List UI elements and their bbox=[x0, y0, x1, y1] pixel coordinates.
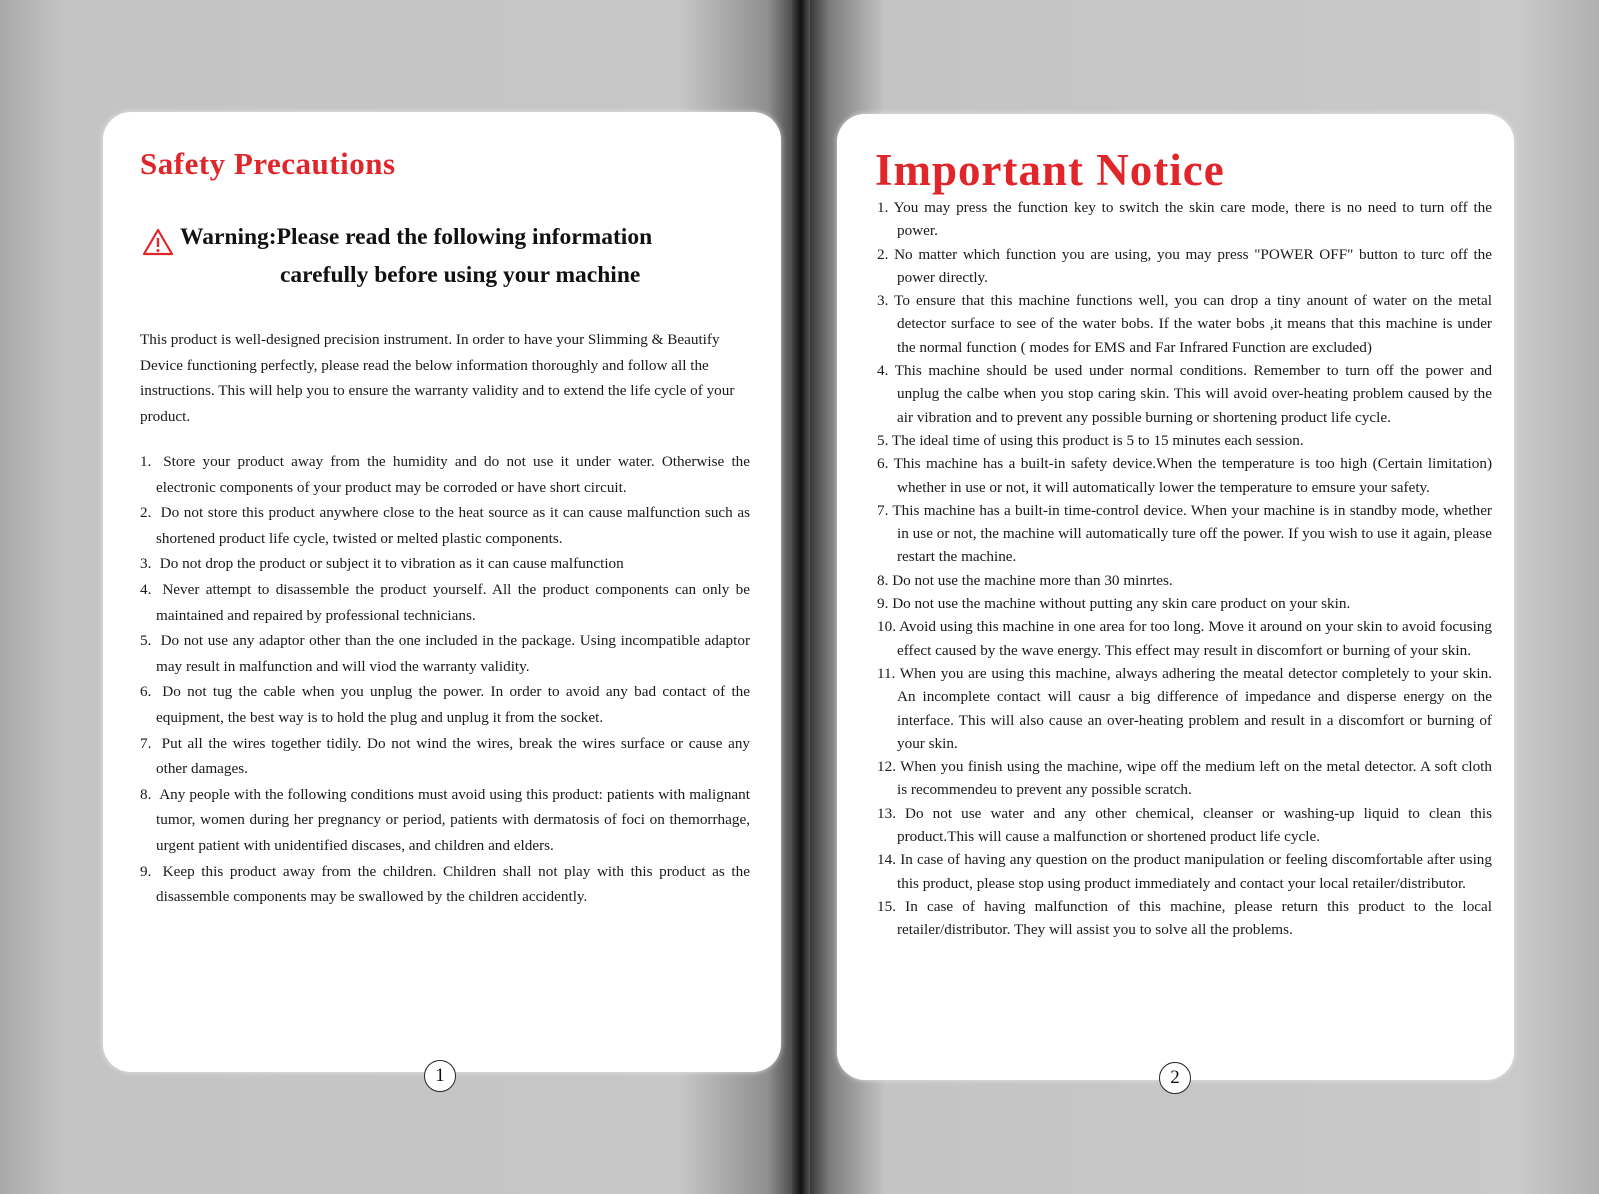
safety-item-text: Do not tug the cable when you unplug the power. In order to avoid any bad contact of the equipment, the best way is to hold the plug and unplug it from the socket. bbox=[156, 683, 750, 726]
notice-item-number: 3. bbox=[877, 292, 889, 310]
notice-item-text: Do not use water and any other chemical, cleanser or washing-up liquid to clean this product.This will cause a malfunction or shortened product life cycle. bbox=[897, 804, 1492, 846]
safety-item-text: Do not store this product anywhere close to the heat source as it can cause malfunction such as shortened product life cycle, twisted or melted plastic components. bbox=[156, 504, 750, 547]
notice-item-text: In case of having any question on the product manipulation or feeling discomfortable after using this product, please stop using product immediately and contact your local retailer/distributor. bbox=[897, 851, 1492, 892]
notice-item-text: This machine has a built-in time-control device. When your machine is in standby mode, whether in use or not, the machine will automatically ture off the power. If you wish to use it again, please restart the machine. bbox=[892, 501, 1492, 566]
notice-item-number: 8. bbox=[877, 571, 889, 589]
notice-item-text: This machine has a built-in safety device.When the temperature is too high (Certain limitation) whether in use or not, it will automatically lower the temperature to emsure your safety. bbox=[893, 455, 1492, 496]
safety-item-text: Never attempt to disassemble the product yourself. All the product components can only be maintained and repaired by professional technicians. bbox=[156, 580, 750, 624]
safety-item bbox=[140, 679, 750, 730]
safety-item bbox=[140, 859, 750, 910]
book-gutter bbox=[792, 0, 810, 1194]
notice-item-text: Do not use the machine more than 30 minrtes. bbox=[892, 571, 1173, 589]
safety-item-text: Do not drop the product or subject it to vibration as it can cause malfunction bbox=[159, 555, 624, 573]
page-number-1: 1 bbox=[424, 1060, 456, 1092]
notice-item-number: 4. bbox=[877, 362, 889, 380]
safety-item-text: Any people with the following conditions must avoid using this product: patients with malignant tumor, women during her pregnancy or period, patients with dermatosis of foci on themorrhage, urgent patient with unidentified discases, and children and elders. bbox=[156, 785, 750, 854]
notice-item bbox=[877, 895, 1492, 942]
safety-item bbox=[140, 500, 750, 551]
notice-list bbox=[877, 196, 1492, 942]
important-notice-title: Important Notice bbox=[875, 145, 1225, 195]
notice-item-number: 1. bbox=[877, 199, 889, 216]
notice-item bbox=[877, 452, 1492, 499]
safety-item-number: 3. bbox=[140, 555, 152, 573]
notice-item-text: No matter which function you are using, you may press "POWER OFF" button to turc off the power directly. bbox=[894, 245, 1493, 286]
notice-item bbox=[877, 848, 1492, 895]
notice-item bbox=[877, 196, 1492, 243]
notice-item-number: 6. bbox=[877, 455, 889, 473]
safety-item-number: 6. bbox=[140, 683, 152, 701]
safety-item-number: 1. bbox=[140, 453, 152, 470]
notice-item-number: 15. bbox=[877, 897, 896, 915]
notice-item-number: 14. bbox=[877, 851, 896, 869]
notice-item bbox=[877, 662, 1492, 755]
safety-item-number: 2. bbox=[140, 504, 152, 522]
page-number-2: 2 bbox=[1159, 1062, 1191, 1094]
notice-item bbox=[877, 802, 1492, 849]
notice-item bbox=[877, 243, 1492, 290]
safety-item-text: Store your product away from the humidity and do not use it under water. Otherwise the electronic components of your product may be corroded or have short circuit. bbox=[156, 453, 751, 496]
notice-item-text: In case of having malfunction of this machine, please return this product to the local retailer/distributor. They will assist you to solve all the problems. bbox=[897, 897, 1493, 939]
notice-item bbox=[877, 429, 1492, 452]
notice-item-text: When you are using this machine, always adhering the meatal detector completely to your skin. An incomplete contact will causr a big difference of impedance and disperse energy on the interface. This will also cause an over-heating problem and result in a discomfort or burning of your skin. bbox=[897, 664, 1492, 752]
notice-item-text: Avoid using this machine in one area for too long. Move it around on your skin to avoid focusing effect caused by the wave energy. This effect may result in discomfort or burning of your skin. bbox=[897, 618, 1492, 659]
notice-item-number: 11. bbox=[877, 664, 896, 682]
safety-item bbox=[140, 449, 750, 500]
safety-item-number: 9. bbox=[140, 862, 152, 880]
notice-item-number: 12. bbox=[877, 758, 896, 776]
notice-item-number: 10. bbox=[877, 618, 896, 636]
notice-item-number: 13. bbox=[877, 804, 896, 822]
notice-item-number: 5. bbox=[877, 431, 889, 449]
safety-item-text: Put all the wires together tidily. Do not wind the wires, break the wires surface or cause any other damages. bbox=[156, 734, 751, 778]
safety-item-number: 7. bbox=[140, 734, 152, 752]
notice-item-text: This machine should be used under normal conditions. Remember to turn off the power and unplug the calbe when you stop caring skin. This will avoid over-heating problem caused by the air vibration and to prevent any possible burning or shortening product life cycle. bbox=[894, 362, 1493, 426]
notice-item bbox=[877, 359, 1492, 429]
safety-item bbox=[140, 782, 750, 859]
notice-item-text: You may press the function key to switch the skin care mode, there is no need to turn off the power. bbox=[893, 199, 1493, 240]
safety-item-number: 8. bbox=[140, 785, 152, 803]
notice-item-text: When you finish using the machine, wipe off the medium left on the metal detector. A soft cloth is recommendeu to prevent any possible scratch. bbox=[897, 758, 1492, 799]
safety-item bbox=[140, 551, 750, 577]
intro-paragraph: This product is well-designed precision instrument. In order to have your Slimming & Beautify Device functioning perfectly, please read the below information thoroughly and follow all the instructions. This will help you to ensure the warranty validity and to extend the life cycle of your product. bbox=[140, 331, 735, 425]
safety-item bbox=[140, 628, 750, 679]
safety-item-number: 5. bbox=[140, 632, 152, 650]
notice-item-number: 2. bbox=[877, 245, 889, 263]
notice-item bbox=[877, 569, 1492, 592]
warning-line-2: carefully before using your machine bbox=[280, 262, 641, 288]
safety-precautions-title: Safety Precautions bbox=[140, 146, 396, 181]
notice-item bbox=[877, 592, 1492, 615]
notice-item bbox=[877, 615, 1492, 662]
safety-item-number: 4. bbox=[140, 580, 152, 598]
safety-list bbox=[140, 449, 750, 910]
notice-item-number: 7. bbox=[877, 501, 889, 519]
safety-item-text: Do not use any adaptor other than the one included in the package. Using incompatible adaptor may result in malfunction and will viod the warranty validity. bbox=[156, 632, 751, 675]
notice-item bbox=[877, 289, 1492, 359]
safety-item bbox=[140, 731, 750, 782]
safety-item bbox=[140, 577, 750, 628]
notice-item-text: The ideal time of using this product is 5 to 15 minutes each session. bbox=[891, 431, 1304, 449]
notice-item bbox=[877, 755, 1492, 802]
notice-item bbox=[877, 499, 1492, 569]
notice-item-number: 9. bbox=[877, 595, 889, 613]
warning-line-1: Warning:Please read the following information bbox=[180, 224, 653, 250]
notice-item-text: To ensure that this machine functions well, you can drop a tiny anount of water on the metal detector surface to see of the water bobs. If the water bobs ,it means that this machine is under the normal function ( modes for EMS and Far Infrared Function are excluded) bbox=[894, 292, 1492, 356]
warning-triangle-icon bbox=[142, 228, 174, 256]
notice-item-text: Do not use the machine without putting any skin care product on your skin. bbox=[892, 595, 1351, 613]
safety-item-text: Keep this product away from the children. Children shall not play with this product as the disassemble components may be swallowed by the children accidently. bbox=[156, 862, 750, 906]
